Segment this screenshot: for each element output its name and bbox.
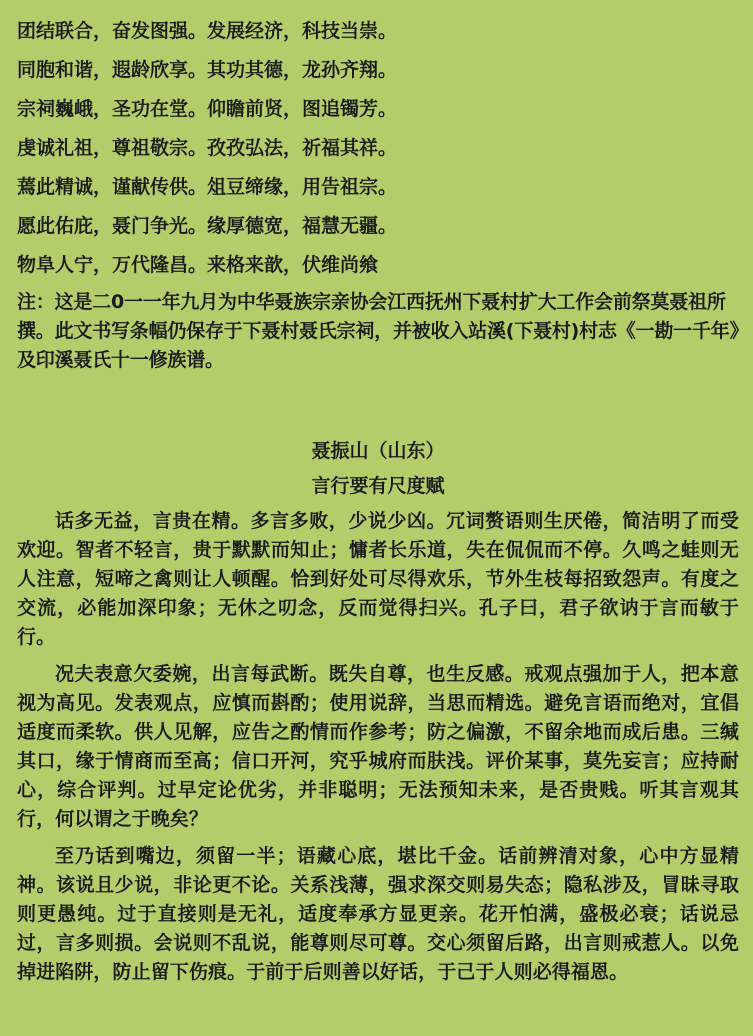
author-heading: 聂振山（山东）	[311, 440, 445, 462]
verse-block	[17, 12, 739, 285]
verse-line: 宗祠巍峨，圣功在堂。仰瞻前贤，图追镯芳。	[17, 98, 398, 120]
verse-line: 物阜人宁，万代隆昌。来格来歆，伏维尚飨	[17, 254, 379, 276]
verse-line: 团结联合，奋发图强。发展经济，科技当崇。	[17, 20, 398, 42]
essay-title: 言行要有尺度赋	[311, 475, 445, 497]
essay-body	[17, 507, 739, 987]
verse-line: 同胞和谐，遐龄欣享。其功其德，龙孙齐翔。	[17, 59, 398, 81]
verse-line: 蔫此精诚，谨献传供。俎豆缔缘，用告祖宗。	[17, 176, 398, 198]
footnote: 注：这是二0一一年九月为中华聂族宗亲协会江西抚州下聂村扩大工作会前祭莫聂祖所撰。此文书写条幅仍保存于下聂村聂氏宗祠，并被收入站溪(下聂村)村志《一勘一千年》及印溪聂氏十一修族谱。	[17, 291, 739, 371]
verse-line: 愿此佑庇，聂门争光。缘厚德宽，福慧无疆。	[17, 215, 398, 237]
essay-paragraph: 况夫表意欠委婉，出言每武断。既失自尊，也生反感。戒观点强加于人，把本意视为高见。发表观点，应慎而斟酌；使用说辞，当思而精选。避免言语而绝对，宜倡适度而柔软。供人见解，应告之酌情而作参考；防之偏激，不留余地而成后患。三缄其口，缘于情商而至高；信口开河，究乎城府而肤浅。评价某事，莫先妄言；应持耐心，综合评判。过早定论优劣，并非聪明；无法预知未来，是否贵贱。听其言观其行，何以谓之于晚矣？	[17, 663, 739, 830]
essay-paragraph: 至乃话到嘴边，须留一半；语藏心底，堪比千金。话前辨清对象，心中方显精神。该说且少说，非论更不论。关系浅薄，强求深交则易失态；隐私涉及，冒昧寻取则更愚纯。过于直接则是无礼，适度奉承方显更亲。花开怕满，盛极必衰；话说忌过，言多则损。会说则不乱说，能尊则尽可尊。交心须留后路，出言则戒惹人。以免掉进陷阱，防止留下伤痕。于前于后则善以好话，于己于人则必得福恩。	[17, 845, 739, 983]
verse-line: 虔诚礼祖，尊祖敬宗。孜孜弘法，祈福其祥。	[17, 137, 398, 159]
essay-paragraph: 话多无益，言贵在精。多言多败，少说少凶。冗词赘语则生厌倦，简洁明了而受欢迎。智者不轻言，贵于默默而知止；慵者长乐道，失在侃侃而不停。久鸣之蛙则无人注意，短啼之禽则让人顿醒。恰到好处可尽得欢乐，节外生枝每招致怨声。有度之交流，必能加深印象；无休之叨念，反而觉得扫兴。孔子曰，君子欲讷于言而敏于行。	[17, 510, 739, 648]
